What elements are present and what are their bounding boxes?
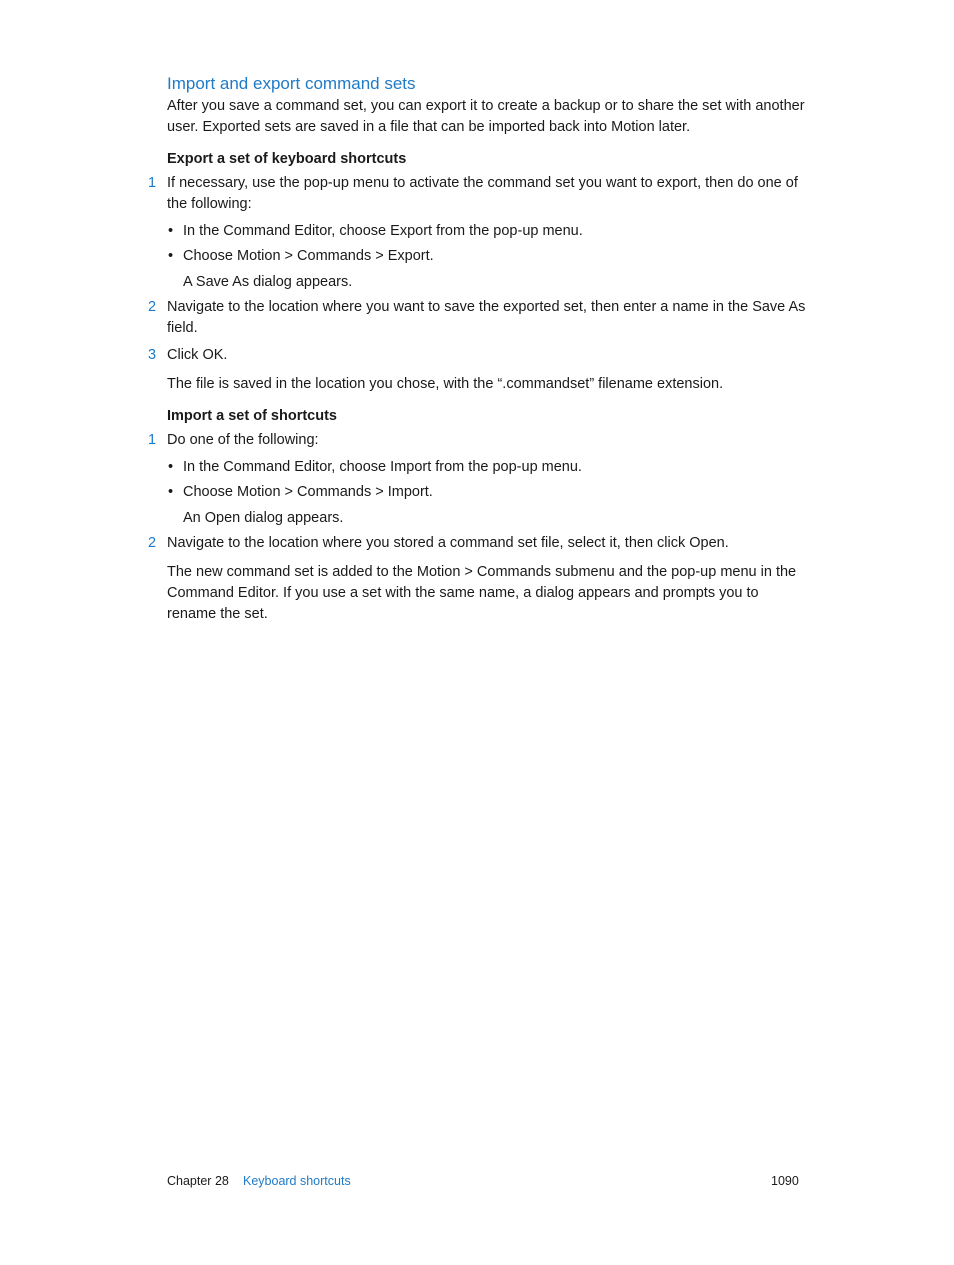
import-result: The new command set is added to the Motion > Commands submenu and the pop-up menu in the Command Editor. If you use a set with the same name, a dialog appears and prompts you to rename the set. xyxy=(167,564,797,622)
export-step-2: Navigate to the location where you want to save the exported set, then enter a name in the Save As field. xyxy=(167,299,806,336)
section-title: Import and export command sets xyxy=(167,74,416,93)
export-step-3: Click OK. xyxy=(167,347,228,363)
export-note: A Save As dialog appears. xyxy=(183,274,353,290)
bullet-marker: • xyxy=(168,248,174,264)
export-result: The file is saved in the location you chose, with the “.commandset” filename extension. xyxy=(167,376,724,392)
import-step-1-number: 1 xyxy=(148,432,157,448)
export-bullet-1: In the Command Editor, choose Export from the pop-up menu. xyxy=(183,223,583,239)
export-step-3-number: 3 xyxy=(148,347,157,363)
import-bullet-2: Choose Motion > Commands > Import. xyxy=(183,484,433,500)
bullet-marker: • xyxy=(168,223,174,239)
footer-chapter-title-link[interactable]: Keyboard shortcuts xyxy=(243,1174,351,1188)
import-note: An Open dialog appears. xyxy=(183,510,344,526)
import-step-2-number: 2 xyxy=(148,535,157,551)
export-bullet-2: Choose Motion > Commands > Export. xyxy=(183,248,434,264)
bullet-marker: • xyxy=(168,459,174,475)
export-step-1: If necessary, use the pop-up menu to activate the command set you want to export, then do one of the following: xyxy=(167,175,798,212)
page-number: 1090 xyxy=(771,1174,799,1188)
import-step-2: Navigate to the location where you stored a command set file, select it, then click Open. xyxy=(167,535,729,551)
import-bullet-1: In the Command Editor, choose Import from the pop-up menu. xyxy=(183,459,582,475)
import-heading: Import a set of shortcuts xyxy=(167,408,337,424)
export-heading: Export a set of keyboard shortcuts xyxy=(167,151,407,167)
intro-paragraph: After you save a command set, you can export it to create a backup or to share the set with another user. Exported sets are saved in a file that can be imported back into Motion later. xyxy=(167,98,805,135)
import-step-1: Do one of the following: xyxy=(167,432,319,448)
export-step-1-number: 1 xyxy=(148,175,157,191)
bullet-marker: • xyxy=(168,484,174,500)
footer-chapter: Chapter 28 xyxy=(167,1174,229,1188)
export-step-2-number: 2 xyxy=(148,299,157,315)
